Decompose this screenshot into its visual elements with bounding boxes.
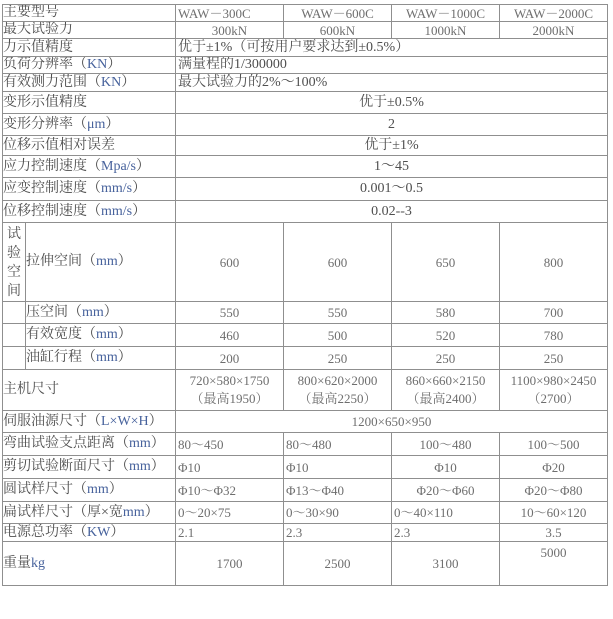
- table-row: [3, 156, 608, 178]
- test-space-group-label: 试验空间: [7, 227, 21, 299]
- row-label-displacement-control-rate: 位移控制速度（mm/s）: [3, 201, 176, 223]
- value-cell: WAW－2000C: [500, 5, 608, 22]
- value-cell: Φ10: [176, 456, 284, 479]
- value-cell: 2.3: [284, 524, 392, 542]
- table-row: [3, 542, 608, 586]
- row-label-deformation-accuracy: 变形示值精度: [3, 92, 176, 114]
- dimension-line-2: （最高2250）: [298, 391, 377, 406]
- row-label-effective-width: 有效宽度（mm）: [26, 324, 176, 347]
- value-cell: 最大试验力的2%～100%: [176, 74, 608, 92]
- spec-table: [2, 4, 608, 586]
- value-cell: 200: [176, 347, 284, 370]
- value-cell: Φ20～Φ60: [392, 479, 500, 502]
- value-cell: 2000kN: [500, 22, 608, 39]
- table-row: [3, 178, 608, 201]
- value-cell: 800: [500, 223, 608, 302]
- value-cell: 2.3: [392, 524, 500, 542]
- table-row: [3, 433, 608, 456]
- row-label-strain-control-rate: 应变控制速度（mm/s）: [3, 178, 176, 201]
- value-cell: Φ10: [392, 456, 500, 479]
- row-label-deformation-resolution: 变形分辨率（μm）: [3, 114, 176, 136]
- row-label-displacement-error: 位移示值相对误差: [3, 136, 176, 156]
- value-cell: 2500: [284, 542, 392, 586]
- value-cell: 3.5: [500, 524, 608, 542]
- row-label-round-specimen-size: 圆试样尺寸（mm）: [3, 479, 176, 502]
- value-cell: 80～480: [284, 433, 392, 456]
- table-row: [3, 302, 608, 324]
- table-row: [3, 223, 608, 302]
- value-cell: 优于±1%: [176, 136, 608, 156]
- value-cell: WAW－1000C: [392, 5, 500, 22]
- table-row: [3, 324, 608, 347]
- value-cell: 250: [284, 347, 392, 370]
- table-row: [3, 524, 608, 542]
- value-cell: [500, 370, 608, 411]
- table-row: [3, 370, 608, 411]
- table-row: [3, 57, 608, 74]
- dimension-line-2: （2700）: [527, 391, 580, 406]
- dimension-line-2: （最高1950）: [190, 391, 269, 406]
- value-cell: 580: [392, 302, 500, 324]
- dimension-line-2: （最高2400）: [406, 391, 485, 406]
- value-cell: WAW－300C: [176, 5, 284, 22]
- row-label-load-resolution: 负荷分辨率（KN）: [3, 57, 176, 74]
- value-cell: 1700: [176, 542, 284, 586]
- dimension-line-1: 860×660×2150: [405, 373, 486, 388]
- row-label-stress-control-rate: 应力控制速度（Mpa/s）: [3, 156, 176, 178]
- table-row: [3, 456, 608, 479]
- value-cell: 0.001～0.5: [176, 178, 608, 201]
- value-cell: 0～20×75: [176, 502, 284, 524]
- value-cell: 5000: [500, 542, 608, 586]
- value-cell: 650: [392, 223, 500, 302]
- table-row: [3, 136, 608, 156]
- table-row: [3, 201, 608, 223]
- value-cell: 500: [284, 324, 392, 347]
- row-label-effective-force-range: 有效测力范围（KN）: [3, 74, 176, 92]
- value-cell: 100～480: [392, 433, 500, 456]
- table-row: [3, 74, 608, 92]
- value-cell: Φ20: [500, 456, 608, 479]
- value-cell: [176, 370, 284, 411]
- row-label-bend-span: 弯曲试验支点距离（mm）: [3, 433, 176, 456]
- value-cell: [284, 370, 392, 411]
- row-label-piston-stroke: 油缸行程（mm）: [26, 347, 176, 370]
- value-cell: 100～500: [500, 433, 608, 456]
- value-cell: 300kN: [176, 22, 284, 39]
- value-cell: 700: [500, 302, 608, 324]
- test-space-group-spacer: [3, 347, 26, 370]
- row-label-compression-space: 压空间（mm）: [26, 302, 176, 324]
- table-row: [3, 114, 608, 136]
- test-space-group-cell: [3, 223, 26, 302]
- value-cell: 2.1: [176, 524, 284, 542]
- row-label-main-machine-size: 主机尺寸: [3, 370, 176, 411]
- row-label-hydraulic-source-size: 伺服油源尺寸（L×W×H）: [3, 411, 176, 433]
- table-row: [3, 39, 608, 57]
- value-cell: 600: [284, 223, 392, 302]
- row-label-tension-space: 拉伸空间（mm）: [26, 223, 176, 302]
- value-cell: 3100: [392, 542, 500, 586]
- value-cell: 600kN: [284, 22, 392, 39]
- test-space-group-spacer: [3, 324, 26, 347]
- test-space-group-spacer: [3, 302, 26, 324]
- value-cell: WAW－600C: [284, 5, 392, 22]
- value-cell: 1200×650×950: [176, 411, 608, 433]
- value-cell: [392, 370, 500, 411]
- value-cell: 250: [392, 347, 500, 370]
- value-cell: 1～45: [176, 156, 608, 178]
- value-cell: 优于±1%（可按用户要求达到±0.5%）: [176, 39, 608, 57]
- value-cell: 250: [500, 347, 608, 370]
- row-label-model: 主要型号: [3, 5, 176, 22]
- value-cell: 满量程的1/300000: [176, 57, 608, 74]
- value-cell: 460: [176, 324, 284, 347]
- value-cell: 优于±0.5%: [176, 92, 608, 114]
- table-row: [3, 92, 608, 114]
- row-label-max-test-force: 最大试验力: [3, 22, 176, 39]
- value-cell: 0～40×110: [392, 502, 500, 524]
- value-cell: 10～60×120: [500, 502, 608, 524]
- row-label-weight: 重量kg: [3, 542, 176, 586]
- value-cell: 0～30×90: [284, 502, 392, 524]
- value-cell: 780: [500, 324, 608, 347]
- dimension-line-1: 1100×980×2450: [510, 373, 597, 388]
- value-cell: 600: [176, 223, 284, 302]
- table-row: [3, 479, 608, 502]
- value-cell: Φ20～Φ80: [500, 479, 608, 502]
- row-label-force-accuracy: 力示值精度: [3, 39, 176, 57]
- value-cell: Φ10: [284, 456, 392, 479]
- row-label-flat-specimen-size: 扁试样尺寸（厚×宽mm）: [3, 502, 176, 524]
- value-cell: 80～450: [176, 433, 284, 456]
- value-cell: 2: [176, 114, 608, 136]
- value-cell: Φ10～Φ32: [176, 479, 284, 502]
- table-row: [3, 347, 608, 370]
- row-label-total-power: 电源总功率（KW）: [3, 524, 176, 542]
- dimension-line-1: 720×580×1750: [189, 373, 270, 388]
- value-cell: Φ13～Φ40: [284, 479, 392, 502]
- value-cell: 520: [392, 324, 500, 347]
- table-row: [3, 502, 608, 524]
- value-cell: 0.02--3: [176, 201, 608, 223]
- table-row: [3, 5, 608, 22]
- row-label-shear-section-size: 剪切试验断面尺寸（mm）: [3, 456, 176, 479]
- dimension-line-1: 800×620×2000: [297, 373, 378, 388]
- table-row: [3, 411, 608, 433]
- value-cell: 550: [284, 302, 392, 324]
- value-cell: 1000kN: [392, 22, 500, 39]
- table-row: [3, 22, 608, 39]
- value-cell: 550: [176, 302, 284, 324]
